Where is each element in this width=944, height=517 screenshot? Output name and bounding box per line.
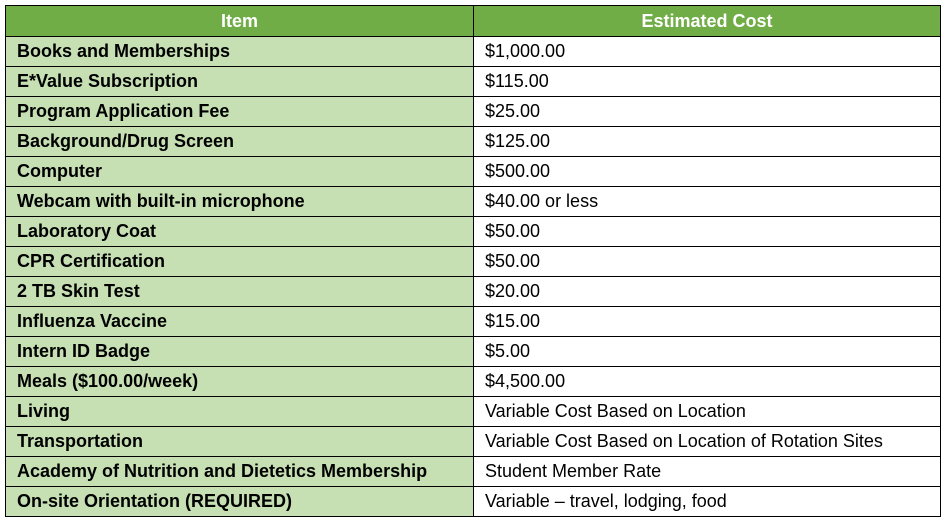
cost-cell: $50.00	[474, 217, 941, 247]
item-cell: On-site Orientation (REQUIRED)	[6, 487, 474, 517]
table-row	[6, 127, 941, 157]
cost-cell: $20.00	[474, 277, 941, 307]
item-cell: Webcam with built-in microphone	[6, 187, 474, 217]
item-cell: Meals ($100.00/week)	[6, 367, 474, 397]
cost-cell: $1,000.00	[474, 37, 941, 67]
table-row	[6, 277, 941, 307]
table-row	[6, 217, 941, 247]
item-cell: Books and Memberships	[6, 37, 474, 67]
table-row	[6, 67, 941, 97]
cost-cell: Student Member Rate	[474, 457, 941, 487]
table-row	[6, 97, 941, 127]
item-cell: Intern ID Badge	[6, 337, 474, 367]
cost-cell: $125.00	[474, 127, 941, 157]
table-row	[6, 427, 941, 457]
table-row	[6, 307, 941, 337]
item-cell: Academy of Nutrition and Dietetics Membership	[6, 457, 474, 487]
cost-cell: $4,500.00	[474, 367, 941, 397]
item-cell: Background/Drug Screen	[6, 127, 474, 157]
item-cell: Program Application Fee	[6, 97, 474, 127]
cost-cell: Variable – travel, lodging, food	[474, 487, 941, 517]
table-row	[6, 367, 941, 397]
table-row	[6, 337, 941, 367]
header-estimated-cost: Estimated Cost	[474, 6, 941, 37]
cost-cell: $500.00	[474, 157, 941, 187]
cost-cell: $25.00	[474, 97, 941, 127]
item-cell: E*Value Subscription	[6, 67, 474, 97]
item-cell: Laboratory Coat	[6, 217, 474, 247]
table-row	[6, 187, 941, 217]
cost-cell: $50.00	[474, 247, 941, 277]
cost-table-container	[5, 5, 941, 517]
cost-table	[5, 5, 941, 517]
table-row	[6, 37, 941, 67]
item-cell: CPR Certification	[6, 247, 474, 277]
item-cell: 2 TB Skin Test	[6, 277, 474, 307]
cost-cell: Variable Cost Based on Location	[474, 397, 941, 427]
item-cell: Living	[6, 397, 474, 427]
table-row	[6, 157, 941, 187]
table-row	[6, 397, 941, 427]
header-row	[6, 6, 941, 37]
item-cell: Computer	[6, 157, 474, 187]
cost-cell: $115.00	[474, 67, 941, 97]
cost-cell: $40.00 or less	[474, 187, 941, 217]
item-cell: Influenza Vaccine	[6, 307, 474, 337]
table-row	[6, 487, 941, 517]
header-item: Item	[6, 6, 474, 37]
item-cell: Transportation	[6, 427, 474, 457]
cost-cell: $5.00	[474, 337, 941, 367]
table-row	[6, 457, 941, 487]
table-row	[6, 247, 941, 277]
cost-cell: Variable Cost Based on Location of Rotation Sites	[474, 427, 941, 457]
cost-cell: $15.00	[474, 307, 941, 337]
